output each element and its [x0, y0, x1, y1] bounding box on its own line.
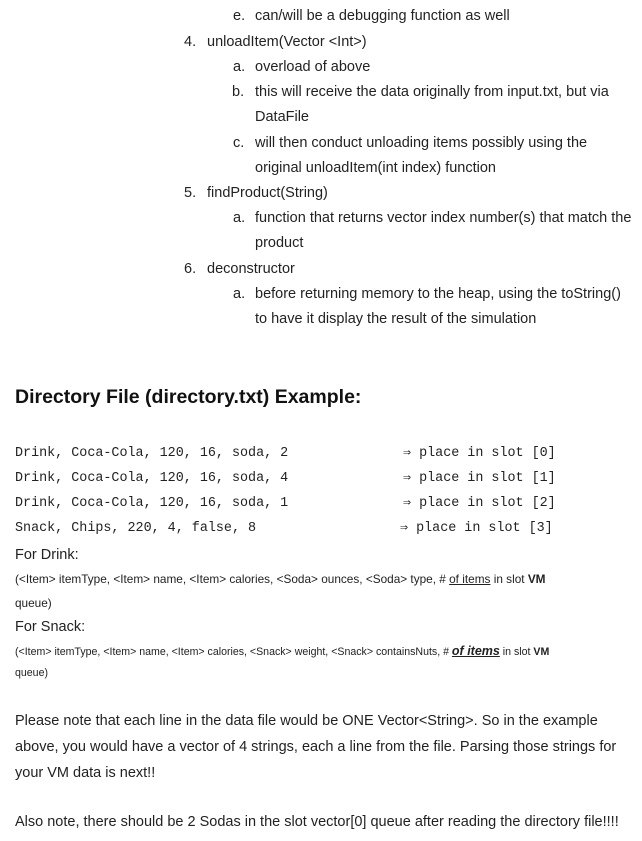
drink-format-line2: queue) — [15, 596, 52, 610]
code-annotation: ⇒ place in slot [0] — [403, 446, 556, 461]
snack-format-line2: queue) — [15, 667, 48, 679]
code-line: Drink, Coca-Cola, 120, 16, soda, 2 — [15, 446, 289, 461]
list-item-text: function that returns vector index number(s) that match the — [255, 210, 632, 226]
list-marker: a. — [233, 286, 246, 302]
code-line: Snack, Chips, 220, 4, false, 8 — [15, 521, 257, 536]
section-heading: Directory File (directory.txt) Example: — [15, 386, 362, 408]
list-item-text: overload of above — [255, 59, 371, 75]
note-paragraph-line: your VM data is next!! — [15, 765, 156, 781]
list-item-text: will then conduct unloading items possibly using the — [255, 135, 588, 151]
code-annotation: ⇒ place in slot [1] — [403, 471, 556, 486]
snack-format-text: in slot — [499, 646, 534, 658]
note-paragraph-line: above, you would have a vector of 4 strings, each a line from the file. Parsing those strings for — [15, 739, 617, 755]
drink-format-line — [15, 571, 546, 587]
list-item-text: original unloadItem(int index) function — [255, 160, 496, 176]
list-marker: a. — [233, 59, 246, 75]
code-annotation: ⇒ place in slot [3] — [400, 521, 553, 536]
list-item-text: to have it display the result of the simulation — [255, 311, 537, 327]
drink-format-text: (<Item> itemType, <Item> name, <Item> calories, <Soda> ounces, <Soda> type, # — [15, 572, 450, 586]
snack-format-bold: VM — [533, 646, 550, 658]
code-line: Drink, Coca-Cola, 120, 16, soda, 1 — [15, 496, 289, 511]
drink-format-text: in slot — [490, 572, 528, 586]
list-item-text: before returning memory to the heap, using the toString() — [255, 286, 621, 302]
drink-label: For Drink: — [15, 547, 79, 563]
list-item-text: product — [255, 235, 304, 251]
list-item-text: DataFile — [255, 109, 309, 125]
snack-label: For Snack: — [15, 619, 86, 635]
list-marker: 6. — [184, 261, 197, 277]
drink-format-underlined: of items — [449, 572, 491, 586]
list-item-text: this will receive the data originally from input.txt, but via — [255, 84, 609, 100]
code-annotation: ⇒ place in slot [2] — [403, 496, 556, 511]
list-item-text: can/will be a debugging function as well — [255, 8, 510, 24]
note-paragraph-line: Please note that each line in the data file would be ONE Vector<String>. So in the example — [15, 713, 598, 729]
list-marker: e. — [233, 8, 246, 24]
snack-format-line — [15, 643, 549, 660]
list-item-text: deconstructor — [207, 261, 295, 277]
list-item-text: findProduct(String) — [207, 185, 328, 201]
list-marker: a. — [233, 210, 246, 226]
list-marker: b. — [232, 84, 245, 100]
list-marker: 5. — [184, 185, 197, 201]
drink-format-bold: VM — [527, 572, 546, 586]
list-marker: 4. — [184, 34, 197, 50]
list-item-text: unloadItem(Vector <Int>) — [207, 34, 367, 50]
snack-format-text: (<Item> itemType, <Item> name, <Item> calories, <Snack> weight, <Snack> containsNuts, # — [15, 646, 452, 658]
note-paragraph-2: Also note, there should be 2 Sodas in the slot vector[0] queue after reading the directory file!!!! — [15, 814, 619, 830]
list-marker: c. — [233, 135, 245, 151]
snack-format-emphasis: of items — [451, 644, 500, 658]
code-line: Drink, Coca-Cola, 120, 16, soda, 4 — [15, 471, 289, 486]
